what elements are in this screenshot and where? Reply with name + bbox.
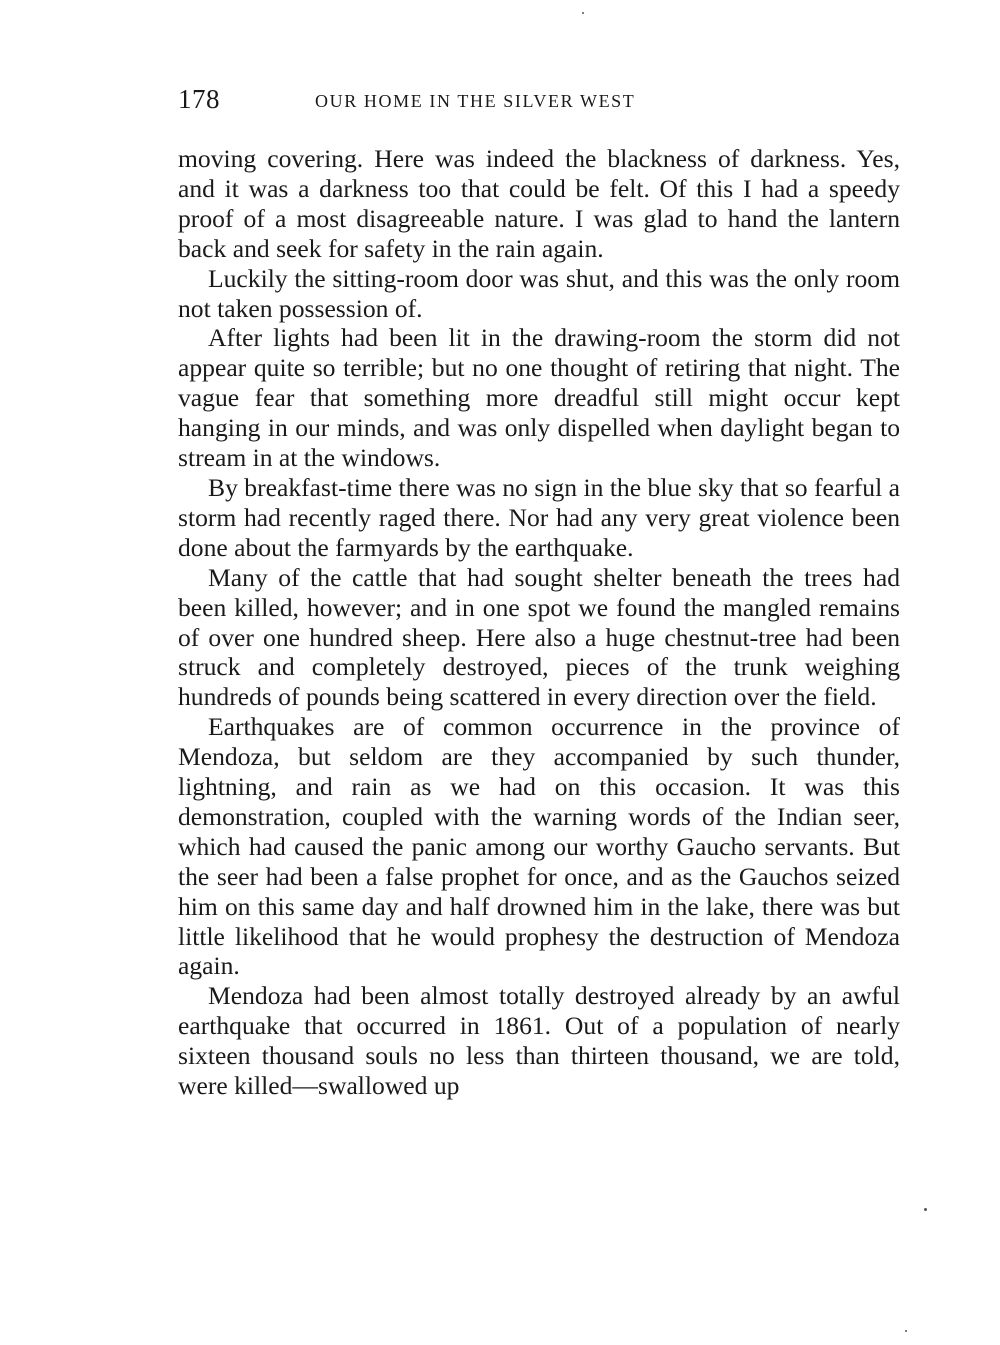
paragraph: Luckily the sitting-room door was shut, and this was the only room not taken possession of.: [178, 263, 900, 323]
scan-speck: [905, 1330, 907, 1332]
body-text: [178, 144, 900, 1101]
paragraph: After lights had been lit in the drawing-room the storm did not appear quite so terrible; but no one thought of retiring that night. The vague fear that something more dreadful still might occur kept hanging in our minds, and was only dispelled when daylight began to stream in at the windows.: [178, 323, 900, 473]
paragraph-last: Mendoza had been almost totally destroyed already by an awful earthquake that occurred in 1861. Out of a population of nearly sixteen thousand souls no less than thirteen thousand, we are told, were killed—swallowed up: [178, 981, 900, 1101]
paragraph-continuation: moving covering. Here was indeed the blackness of darkness. Yes, and it was a darkness too that could be felt. Of this I had a speedy proof of a most disagreeable nature. I was glad to hand the lantern back and seek for safety in the rain again.: [178, 144, 900, 263]
page-number: 178: [178, 84, 220, 114]
paragraph: By breakfast-time there was no sign in the blue sky that so fearful a storm had recently raged there. Nor had any very great violence been done about the farmyards by the earthquake.: [178, 472, 900, 562]
page-header: [178, 84, 900, 120]
scan-speck: [582, 12, 584, 14]
scan-speck: [924, 1208, 927, 1211]
paragraph: Many of the cattle that had sought shelter beneath the trees had been killed, however; and in one spot we found the mangled remains of over one hundred sheep. Here also a huge chestnut-tree had been struck and completely destroyed, pieces of the trunk weighing hundreds of pounds being scattered in every direction over the field.: [178, 562, 900, 712]
running-title: OUR HOME IN THE SILVER WEST: [315, 91, 636, 111]
paragraph: Earthquakes are of common occurrence in the province of Mendoza, but seldom are they accompanied by such thunder, lightning, and rain as we had on this occasion. It was this demonstration, coupled with the warning words of the Indian seer, which had caused the panic among our worthy Gaucho servants. But the seer had been a false prophet for once, and as the Gauchos seized him on this same day and half drowned him in the lake, there was but little likelihood that he would prophesy the destruction of Mendoza again.: [178, 712, 900, 981]
